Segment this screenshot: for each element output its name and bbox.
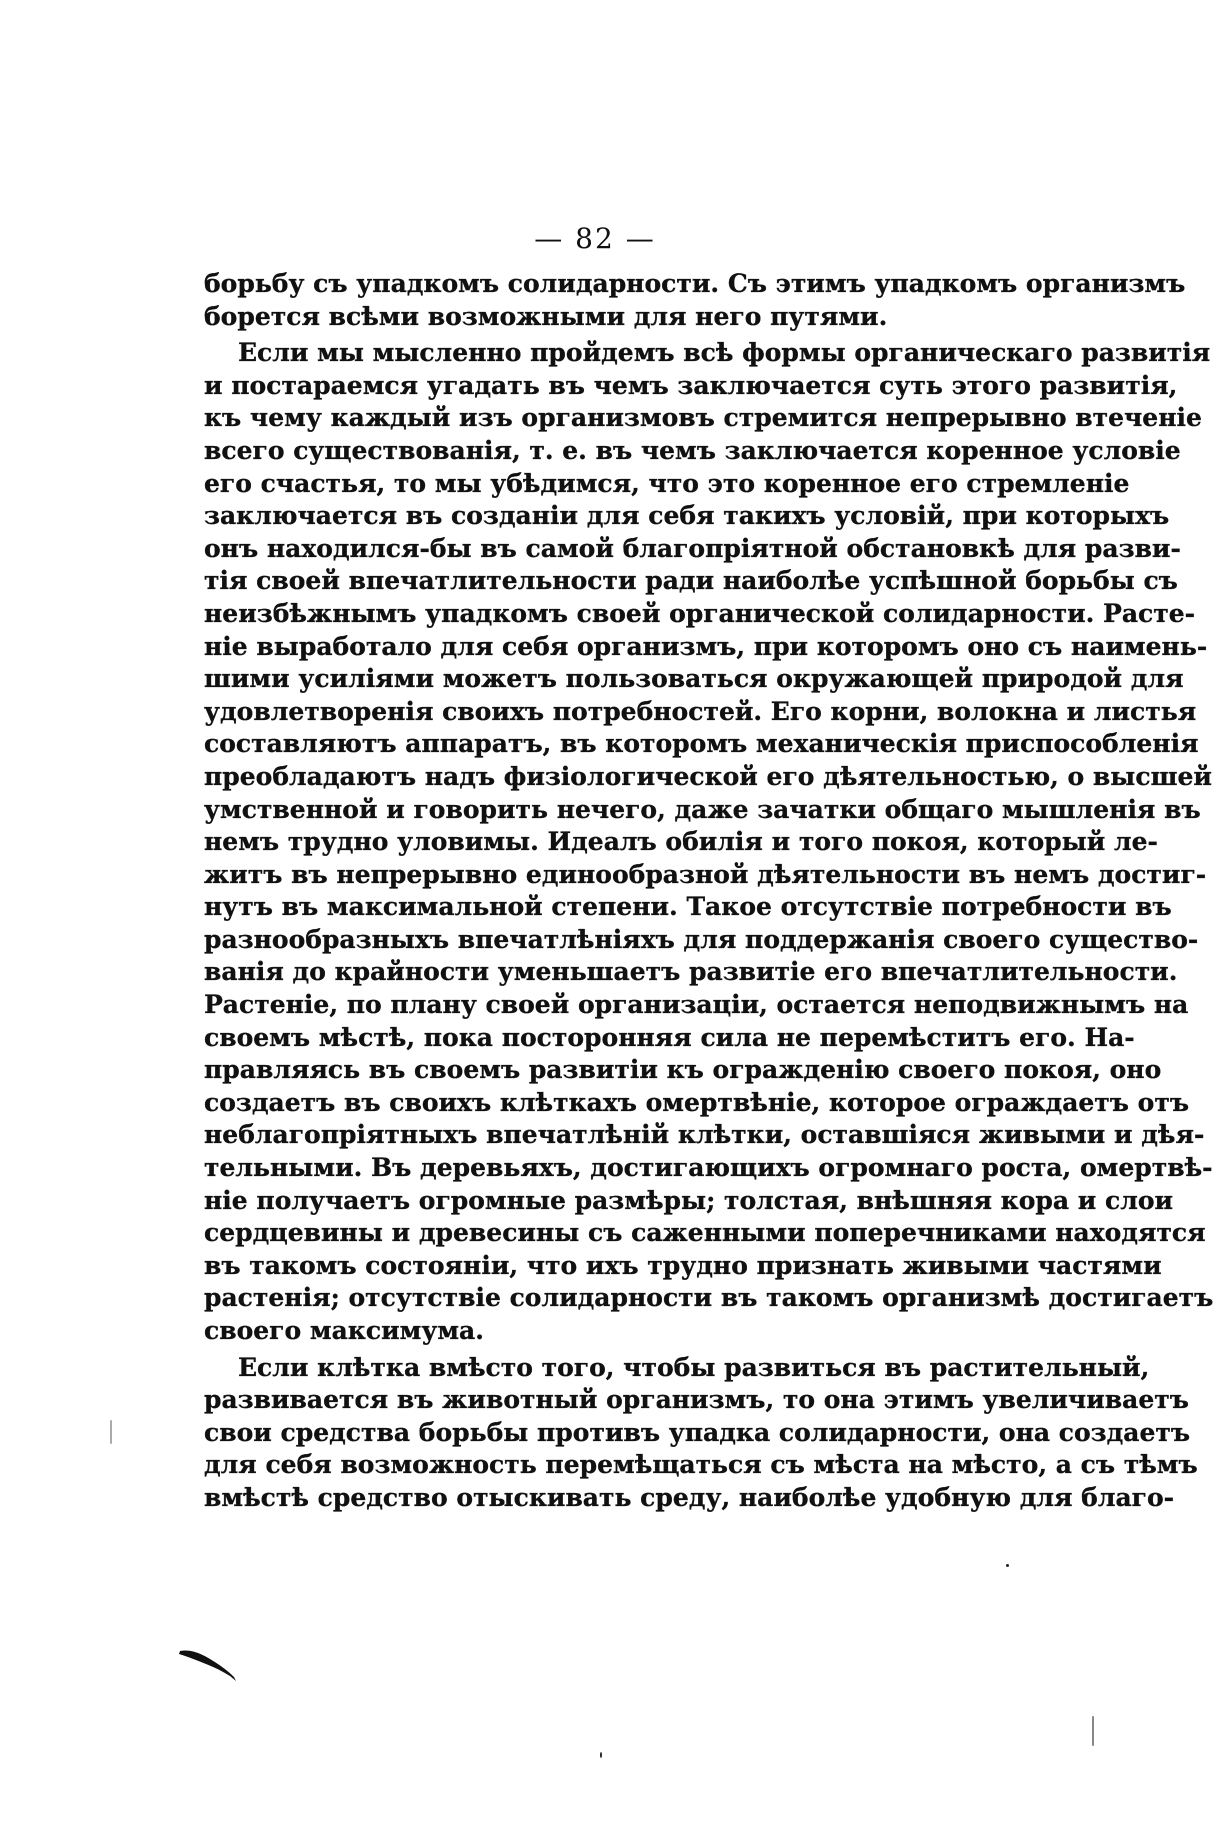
paragraph bbox=[204, 1352, 1198, 1515]
text-line: ванія до крайности уменьшаетъ развитіе его впечатлительности. bbox=[204, 957, 1178, 987]
text-line: онъ находился-бы въ самой благопріятной обстановкѣ для разви- bbox=[204, 533, 1181, 563]
text-line: и постараемся угадать въ чемъ заключается суть этого развитія, bbox=[204, 370, 1178, 400]
text-line: Растеніе, по плану своей организаціи, остается неподвижнымъ на bbox=[204, 990, 1189, 1020]
text-line: своемъ мѣстѣ, пока посторонняя сила не перемѣститъ его. На- bbox=[204, 1022, 1135, 1052]
text-line: ніе получаетъ огромные размѣры; толстая, внѣшняя кора и слои bbox=[204, 1185, 1174, 1215]
text-line: создаетъ въ своихъ клѣткахъ омертвѣніе, которое ограждаетъ отъ bbox=[204, 1087, 1190, 1117]
text-line: борется всѣми возможными для него путями. bbox=[204, 301, 888, 331]
text-line: развивается въ животный организмъ, то она этимъ увеличиваетъ bbox=[204, 1385, 1189, 1415]
text-line: ніе выработало для себя организмъ, при которомъ оно съ наимень- bbox=[204, 631, 1208, 661]
text-line: неблагопріятныхъ впечатлѣній клѣтки, оставшіяся живыми и дѣя- bbox=[204, 1120, 1205, 1150]
text-line: нутъ въ максимальной степени. Такое отсутствіе потребности въ bbox=[204, 892, 1172, 922]
text-line: свои средства борьбы противъ упадка солидарности, она создаетъ bbox=[204, 1417, 1191, 1447]
paragraph bbox=[204, 268, 1186, 333]
paper-speck bbox=[1006, 1564, 1009, 1567]
text-line: растенія; отсутствіе солидарности въ такомъ организмѣ достигаетъ bbox=[204, 1283, 1213, 1313]
text-line: сердцевины и древесины съ саженными поперечниками находятся bbox=[204, 1218, 1206, 1248]
text-line: тельными. Въ деревьяхъ, достигающихъ огромнаго роста, омертвѣ- bbox=[204, 1153, 1213, 1183]
text-line: заключается въ созданіи для себя такихъ условій, при которыхъ bbox=[204, 501, 1170, 531]
text-line: въ такомъ состояніи, что ихъ трудно признать живыми частями bbox=[204, 1250, 1162, 1280]
paper-speck bbox=[110, 1420, 112, 1444]
text-line: тія своей впечатлительности ради наиболѣе успѣшной борьбы съ bbox=[204, 566, 1178, 596]
text-line: составляютъ аппаратъ, въ которомъ механическія приспособленія bbox=[204, 729, 1199, 759]
text-line: Если клѣтка вмѣсто того, чтобы развиться въ растительный, bbox=[238, 1352, 1150, 1382]
text-line: умственной и говорить нечего, даже зачатки общаго мышленія въ bbox=[204, 794, 1201, 824]
text-line: разнообразныхъ впечатлѣніяхъ для поддержанія своего существо- bbox=[204, 924, 1199, 954]
text-line: правляясь въ своемъ развитіи къ огражденію своего покоя, оно bbox=[204, 1055, 1162, 1085]
text-line: къ чему каждый изъ организмовъ стремится непрерывно втеченіе bbox=[204, 403, 1202, 433]
ink-smudge-mark bbox=[178, 1643, 240, 1683]
text-line: шими усиліями можетъ пользоваться окружающей природой для bbox=[204, 664, 1184, 694]
page-number: — 82 — bbox=[534, 222, 656, 255]
text-line: немъ трудно уловимы. Идеалъ обилія и того покоя, который ле- bbox=[204, 827, 1158, 857]
text-line: своего максимума. bbox=[204, 1316, 484, 1345]
text-line: его счастья, то мы убѣдимся, что это коренное его стремленіе bbox=[204, 468, 1130, 498]
text-line: Если мы мысленно пройдемъ всѣ формы органическаго развитія bbox=[238, 338, 1211, 368]
text-line: всего существованія, т. е. въ чемъ заключается коренное условіе bbox=[204, 435, 1181, 465]
text-line: для себя возможность перемѣщаться съ мѣста на мѣсто, а съ тѣмъ bbox=[204, 1450, 1198, 1480]
text-line: житъ въ непрерывно единообразной дѣятельности въ немъ достиг- bbox=[204, 859, 1207, 889]
paper-speck bbox=[600, 1752, 602, 1758]
text-line: вмѣстѣ средство отыскивать среду, наиболѣе удобную для благо- bbox=[204, 1482, 1175, 1512]
text-line: неизбѣжнымъ упадкомъ своей органической солидарности. Расте- bbox=[204, 598, 1196, 628]
text-line: удовлетворенія своихъ потребностей. Его корни, волокна и листья bbox=[204, 696, 1197, 726]
paper-speck bbox=[1092, 1716, 1094, 1746]
paragraph bbox=[204, 337, 1213, 1347]
text-line: борьбу съ упадкомъ солидарности. Съ этимъ упадкомъ организмъ bbox=[204, 269, 1186, 298]
text-line: преобладаютъ надъ физіологической его дѣятельностью, о высшей bbox=[204, 761, 1212, 791]
body-text bbox=[204, 268, 1213, 1515]
